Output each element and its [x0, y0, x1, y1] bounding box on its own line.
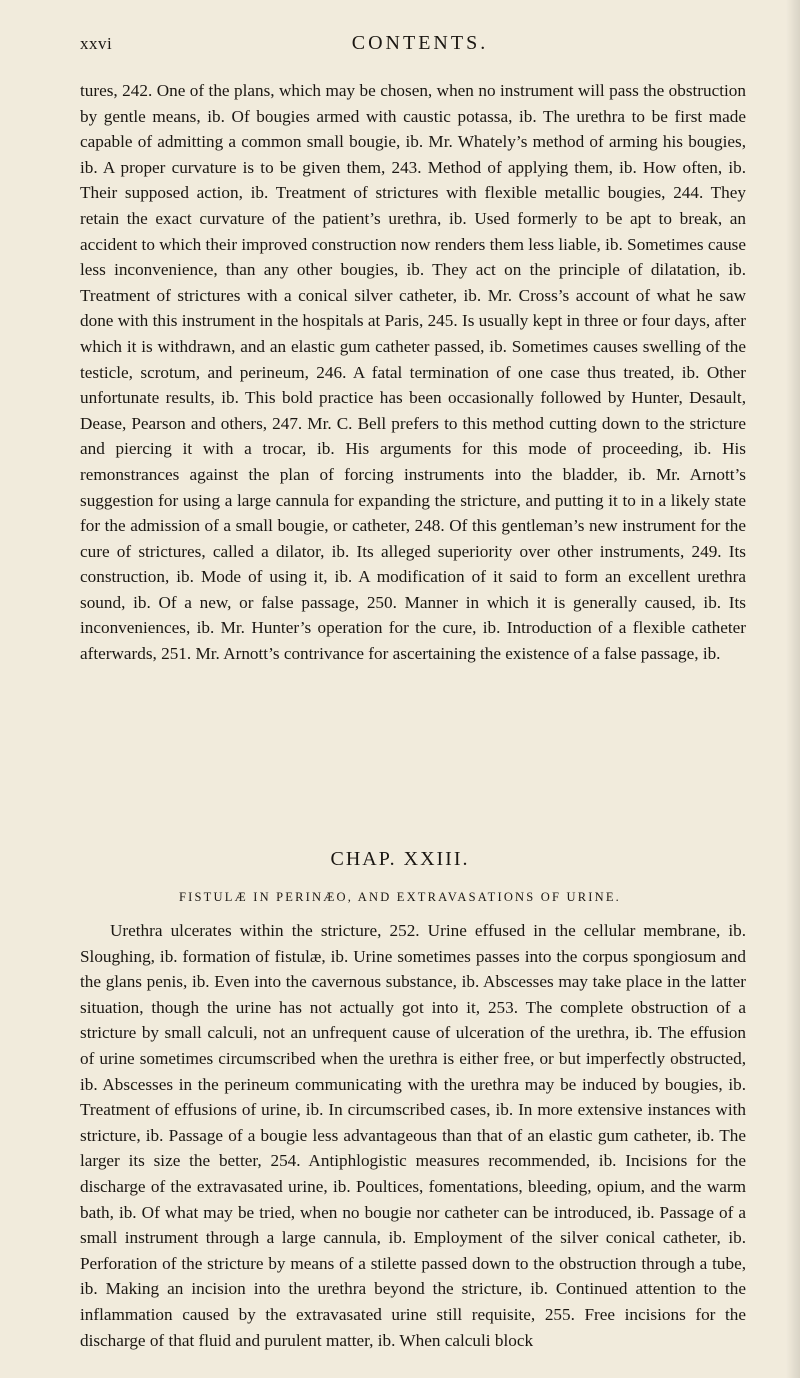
contents-paragraph-chap23 [80, 918, 746, 1353]
chapter-subtitle: FISTULÆ IN PERINÆO, AND EXTRAVASATIONS OF URINE. [179, 890, 621, 904]
page-number: xxvi [80, 34, 113, 53]
paragraph-text: Urethra ulcerates within the stricture, 252. Urine effused in the cellular membrane, ib. Sloughing, ib. formation of fistulæ, ib. Urine sometimes passes into the corpus spongiosum and the glans penis, ib. Even into the cavernous substance, ib. Abscesses may take place in the latter situation, though the urine has not actually got into it, 253. The complete obstruction of a stricture by small calculi, not an unfrequent cause of ulceration of the urethra, ib. The effusion of urine sometimes circumscribed when the urethra is either free, or but imperfectly obstructed, ib. Abscesses in the perineum communicating with the urethra may be induced by bougies, ib. Treatment of effusions of urine, ib. In circumscribed cases, ib. In more extensive instances with stricture, ib. Passage of a bougie less advantageous than that of an elastic gum catheter, ib. The larger its size the better, 254. Antiphlogistic measures recommended, ib. Incisions for the discharge of the extravasated urine, ib. Poultices, fomentations, bleeding, opium, and the warm bath, ib. Of what may be tried, when no bougie nor catheter can be introduced, ib. Passage of a small instrument through a large cannula, ib. Employment of the silver conical catheter, ib. Perforation of the stricture by means of a stilette passed down to the obstruction through a tube, ib. Making an incision into the urethra beyond the stricture, ib. Continued attention to the inflammation caused by the extravasated urine still requisite, 255. Free incisions for the discharge of that fluid and purulent matter, ib. When calculi block [80, 921, 746, 1350]
chapter-heading: CHAP. XXIII. [330, 848, 470, 870]
paragraph-text: tures, 242. One of the plans, which may be chosen, when no instrument will pass the obstruction by gentle means, ib. Of bougies armed with caustic potassa, ib. The urethra to be first made capable of admitting a common small bougie, ib. Mr. Whately’s method of arming his bougies, ib. A proper curvature is to be given them, 243. Method of applying them, ib. How often, ib. Their supposed action, ib. Treatment of strictures with flexible metallic bougies, 244. They retain the exact curvature of the patient’s urethra, ib. Used formerly to be apt to break, an accident to which their improved construction now renders them less liable, ib. Sometimes cause less inconvenience, than any other bougies, ib. They act on the principle of dilatation, ib. Treatment of strictures with a conical silver catheter, ib. Mr. Cross’s account of what he saw done with this instrument in the hospitals at Paris, 245. Is usually kept in three or four days, after which it is withdrawn, and an elastic gum catheter passed, ib. Sometimes causes swelling of the testicle, scrotum, and perineum, 246. A fatal termination of one case thus treated, ib. Other unfortunate results, ib. This bold practice has been occasionally followed by Hunter, Desault, Dease, Pearson and others, 247. Mr. C. Bell prefers to this method cutting down to the stricture and piercing it with a trocar, ib. His arguments for this mode of proceeding, ib. His remonstrances against the plan of forcing instruments into the bladder, ib. Mr. Arnott’s suggestion for using a large cannula for expanding the stricture, and putting it to in a likely state for the admission of a small bougie, or catheter, 248. Of this gentleman’s new instrument for the cure of strictures, called a dilator, ib. Its alleged superiority over other instruments, 249. Its construction, ib. Mode of using it, ib. A modification of it said to form an excellent urethra sound, ib. Of a new, or false passage, 250. Manner in which it is generally caused, ib. Its inconveniences, ib. Mr. Hunter’s operation for the cure, ib. Introduction of a flexible catheter afterwards, 251. Mr. Arnott’s contrivance for ascertaining the existence of a false passage, ib. [80, 81, 746, 664]
page-header [0, 28, 800, 58]
page-gutter-shadow [786, 0, 800, 1378]
contents-paragraph-chap22 [80, 78, 746, 667]
running-head: CONTENTS. [351, 32, 489, 54]
